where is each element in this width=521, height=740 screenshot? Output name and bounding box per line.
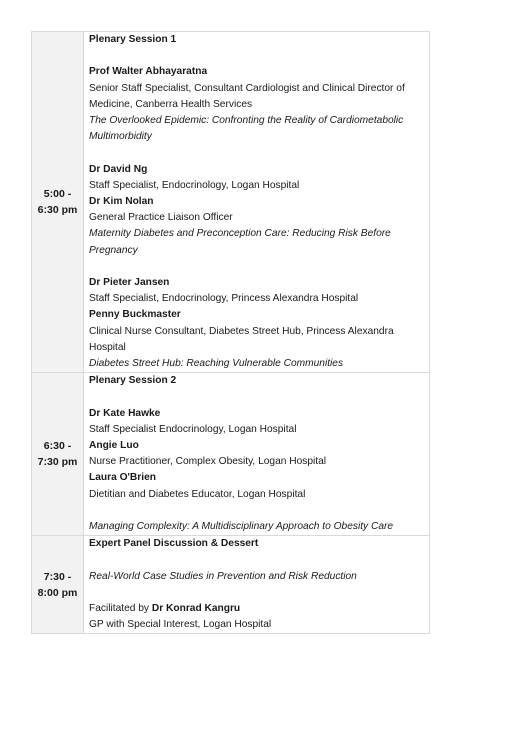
- time-end: 7:30 pm: [37, 456, 78, 469]
- session-title: Plenary Session 2: [89, 375, 177, 387]
- speaker-role: Staff Specialist, Endocrinology, Princess Alexandra Hospital: [89, 293, 359, 305]
- time-start: 6:30 -: [43, 440, 72, 453]
- speaker-name: Prof Walter Abhayaratna: [89, 66, 208, 78]
- session-title: Plenary Session 1: [89, 34, 177, 45]
- speaker-name: Angie Luo: [89, 440, 139, 452]
- facilitator-role: GP with Special Interest, Logan Hospital: [89, 619, 272, 631]
- speaker-name: Dr Kate Hawke: [89, 407, 161, 419]
- talk-title: Real-World Case Studies in Prevention and Risk Reduction: [89, 570, 357, 582]
- speaker-role: Senior Staff Specialist, Consultant Cardiologist and Clinical Director of Medicine, Canberra Health Services: [89, 82, 405, 110]
- speaker-role: Nurse Practitioner, Complex Obesity, Logan Hospital: [89, 456, 327, 468]
- session-time: [32, 373, 84, 536]
- facilitated-by-label: Facilitated by: [89, 603, 152, 614]
- talk-title: Diabetes Street Hub: Reaching Vulnerable Communities: [89, 358, 344, 370]
- talk-title: Managing Complexity: A Multidisciplinary Approach to Obesity Care: [89, 521, 394, 533]
- speaker-role: Staff Specialist, Endocrinology, Logan Hospital: [89, 179, 300, 191]
- session-title: Expert Panel Discussion & Dessert: [89, 538, 259, 550]
- speaker-role: Clinical Nurse Consultant, Diabetes Street Hub, Princess Alexandra Hospital: [89, 325, 394, 353]
- speaker-name: Penny Buckmaster: [89, 309, 181, 321]
- speaker-name: Dr Kim Nolan: [89, 196, 154, 207]
- talk-title: The Overlooked Epidemic: Confronting the Reality of Cardiometabolic Multimorbidity: [89, 115, 404, 143]
- speaker-name: Dr David Ng: [89, 163, 148, 175]
- session-row-1: [32, 32, 430, 373]
- time-start: 5:00 -: [43, 188, 72, 201]
- speaker-role: Dietitian and Diabetes Educator, Logan Hospital: [89, 488, 306, 500]
- time-end: 6:30 pm: [37, 204, 78, 217]
- session-time: [32, 536, 84, 634]
- session-row-3: [32, 536, 430, 634]
- session-details: [84, 536, 430, 634]
- speaker-name: Laura O'Brien: [89, 472, 156, 484]
- session-details: [84, 373, 430, 536]
- speaker-role: Staff Specialist Endocrinology, Logan Hospital: [89, 423, 297, 435]
- speaker-role: General Practice Liaison Officer: [89, 212, 233, 224]
- session-details: [84, 32, 430, 373]
- session-row-2: [32, 373, 430, 536]
- time-start: 7:30 -: [43, 570, 72, 583]
- talk-title: Maternity Diabetes and Preconception Care: Reducing Risk Before Pregnancy: [89, 228, 391, 256]
- facilitator-name: Dr Konrad Kangru: [151, 603, 241, 614]
- facilitator-line: [89, 601, 425, 617]
- program-schedule-table: [31, 31, 430, 634]
- session-time: [32, 32, 84, 373]
- speaker-name: Dr Pieter Jansen: [89, 277, 170, 288]
- time-end: 8:00 pm: [37, 586, 78, 599]
